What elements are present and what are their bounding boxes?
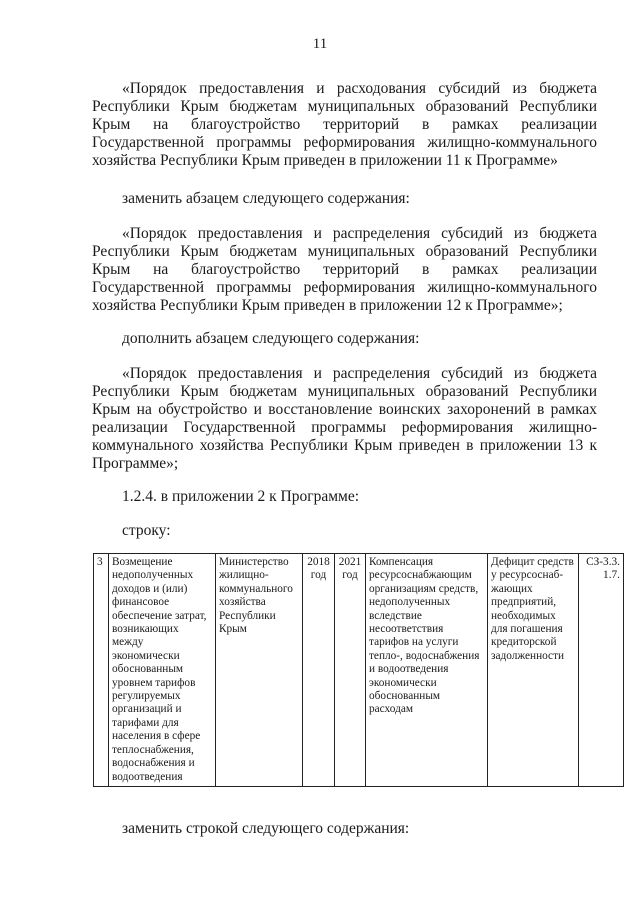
indicator-code-cell: СЗ-3.3.1.7. — [579, 554, 624, 787]
instruction-add-paragraph: дополнить абзацем следующего содержания: — [122, 330, 420, 347]
instruction-row-label: строку: — [122, 522, 171, 539]
executor-cell: Министерство жилищно-коммунального хозяйства Республики Крым — [216, 554, 303, 787]
quoted-paragraph-added-order: «Порядок предоставления и распределения субсидий из бюджета Республики Крым бюджетам муниципальных образований Республики Крым на обустройство и восстановление воинских захоронений в рамках реализации Государственной программы реформирования жилищно-коммунального хозяйства Республики Крым приведен в приложении 13 к Программе»; — [92, 365, 597, 472]
row-number-cell: 3 — [94, 554, 109, 787]
end-year-cell: 2021 год — [335, 554, 366, 787]
page-number: 11 — [312, 36, 328, 52]
instruction-replace-row: заменить строкой следующего содержания: — [122, 820, 410, 837]
start-year-cell: 2018 год — [303, 554, 335, 787]
expected-result-cell: Компенсация ресурсоснабжающим организациям средств, недополученных вследствие несоответствия тарифов на услуги тепло-, водоснабжения и водоотведения экономически обоснованным расходам — [366, 554, 488, 787]
section-item-1-2-4: 1.2.4. в приложении 2 к Программе: — [122, 488, 360, 505]
consequence-cell: Дефицит средств у ресурсоснаб-жающих предприятий, необходимых для погашения кредиторской задолженности — [488, 554, 579, 787]
measure-name-cell: Возмещение недополученных доходов и (или) финансовое обеспечение затрат, возникающих между экономически обоснованным уровнем тарифов регулируемых организаций и тарифами для населения в сфере теплоснабжения, водоснабжения и водоотведения — [109, 554, 216, 787]
table-row — [94, 554, 624, 787]
quoted-paragraph-new-order: «Порядок предоставления и распределения субсидий из бюджета Республики Крым бюджетам муниципальных образований Республики Крым на благоустройство территорий в рамках реализации Государственной программы реформирования жилищно-коммунального хозяйства Республики Крым приведен в приложении 12 к Программе»; — [92, 225, 597, 314]
program-activities-table — [93, 553, 624, 787]
instruction-replace-paragraph: заменить абзацем следующего содержания: — [122, 190, 410, 207]
quoted-paragraph-old-order: «Порядок предоставления и расходования субсидий из бюджета Республики Крым бюджетам муниципальных образований Республики Крым на благоустройство территорий в рамках реализации Государственной программы реформирования жилищно-коммунального хозяйства Республики Крым приведен в приложении 11 к Программе» — [92, 80, 597, 169]
